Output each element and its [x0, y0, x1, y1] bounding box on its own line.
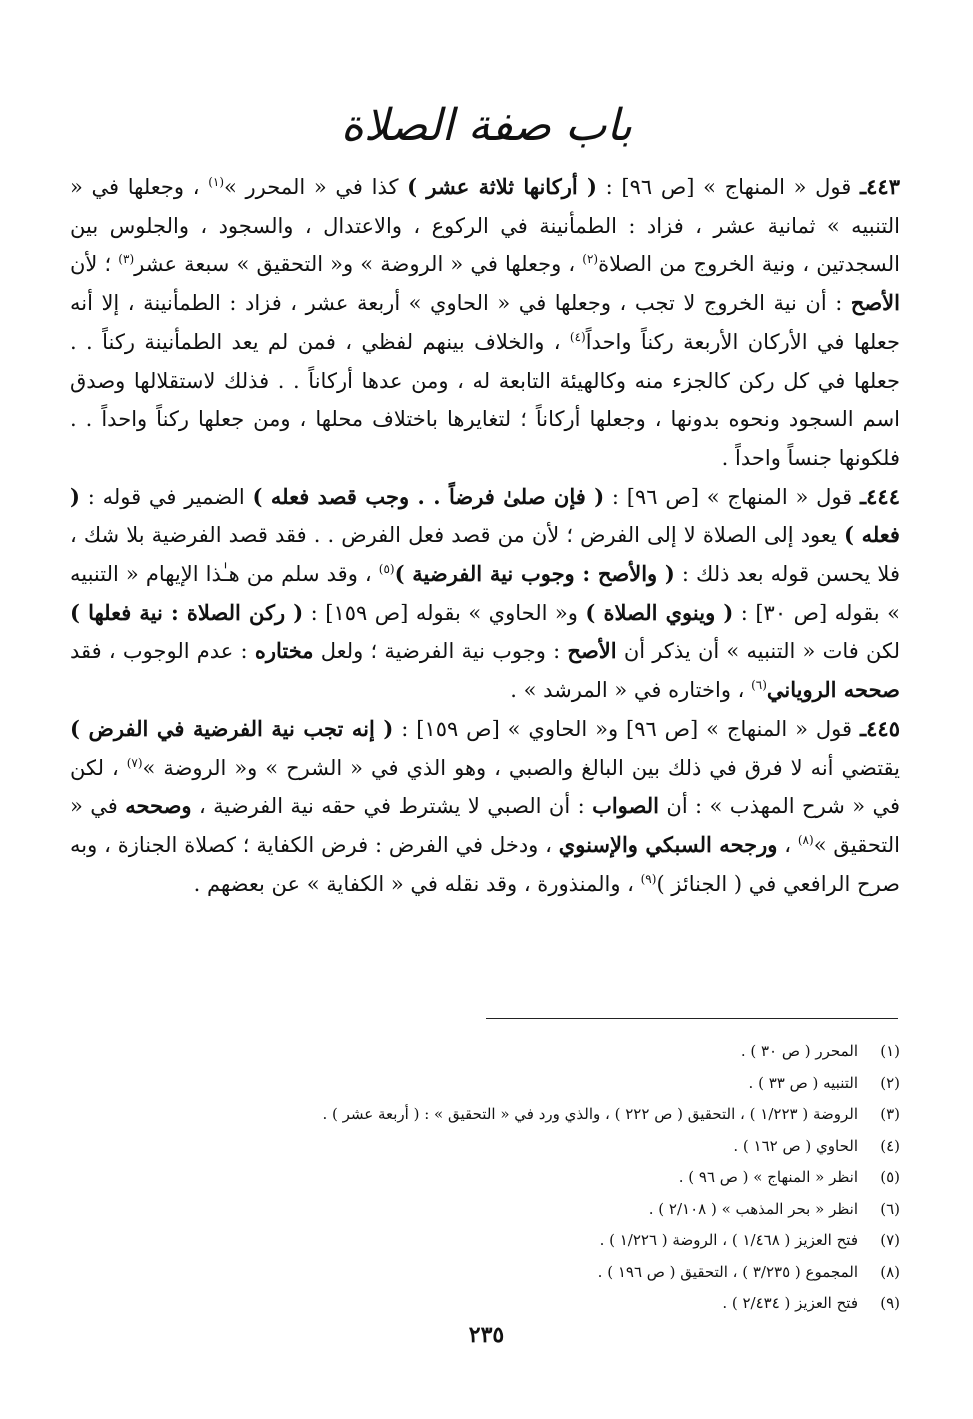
footnote-text: المحرر ( ص ٣٠ ) .: [740, 1042, 858, 1060]
quoted-bold-text: صححه الروياني: [766, 677, 900, 703]
text-run: لكن فات « التنبيه » أن يذكر أن: [616, 639, 901, 664]
footnote-item: [120, 1099, 900, 1131]
footnote-ref: (٤): [569, 329, 586, 344]
footnote-ref: (١): [208, 175, 225, 189]
quoted-bold-text: ورجحه السبكي والإسنوي: [558, 831, 778, 857]
footnote-ref: (٨): [797, 832, 814, 847]
text-run: قول « المنهاج » [ص ٩٦] :: [604, 484, 860, 509]
footnotes-list: [120, 1036, 900, 1320]
issue-number: ٤٤٥ـ: [859, 715, 900, 741]
quoted-bold-text: وصححه: [125, 793, 192, 819]
footnote-item: [120, 1194, 900, 1226]
footnote-ref: (٥): [378, 562, 395, 577]
text-run: قول « المنهاج » [ص ٩٦] :: [596, 175, 860, 199]
footnote-text: فتح العزيز ( ٢/٤٣٤ ) .: [722, 1294, 858, 1312]
quoted-bold-text: مختاره: [254, 638, 314, 664]
page-number: ٢٣٥: [468, 1322, 505, 1348]
footnote-number: (٢): [880, 1073, 900, 1092]
quoted-bold-text: ( والأصح : وجوب نية الفرضية ): [394, 561, 675, 587]
footnote-ref: (٦): [751, 678, 767, 693]
quoted-bold-text: الصواب: [592, 793, 659, 819]
text-run: : أن الصبي لا يشترط في حقه نية الفرضية ،: [191, 794, 593, 819]
footnote-item: [120, 1131, 900, 1163]
footnote-text: فتح العزيز ( ١/٤٦٨ ) ، الروضة ( ١/٢٢٦ ) .: [599, 1231, 858, 1249]
issue-number: ٤٤٣ـ: [860, 174, 900, 199]
footnote-item: [120, 1257, 900, 1289]
text-run: ، والخلاف بينهم لفظي ، فمن لم يعد الطمأنينة ركناً . . جعلها في كل ركن كالجزء منه وكالهيئة التابعة له ، ومن عدها أركاناً . . فذلك لاستقلالها وصدق اسم السجود ونحوه بدونها ، وجعلها أركاناً ؛ لتغايرها باختلاف محلها ، ومن جعلها ركناً واحداً . . فلكونها جنساً واحداً .: [70, 329, 900, 470]
footnote-number: (٥): [880, 1168, 900, 1186]
text-run: و« الحاوي » بقوله [ص ١٥٩] :: [303, 600, 586, 625]
text-run: ، وجعلها في « التنبيه » ثمانية عشر ، فزاد : الطمأنينة في الركوع ، والاعتدال ، والسجود ، والجلوس بين السجدتين ، ونية الخروج من الصلاة: [70, 175, 901, 277]
footnote-text: الحاوي ( ص ١٦٢ ) .: [733, 1136, 858, 1155]
text-run: يقتضي أنه لا فرق في ذلك بين البالغ والصبي ، وهو الذي في « الشرح » و« الروضة »: [142, 755, 900, 780]
text-run: ،: [777, 832, 798, 857]
text-run: ، واختاره في « المرشد » .: [510, 678, 752, 703]
text-run: ، ودخل في الفرض : فرض الكفاية ؛ كصلاة الجنازة ، وبه صرح الرافعي في ( الجنائز ): [70, 832, 900, 896]
text-run: ؛ لأن: [70, 252, 119, 277]
text-run: : أن نية الخروج لا تجب ، وجعلها في « الحاوي » أربعة عشر ، فزاد : الطمأنينة ، إلا أنه جعلها في الأركان الأربعة ركناً واحداً: [70, 291, 900, 354]
footnote-ref: (٢): [582, 252, 599, 267]
footnote-text: انظر « بحر المذهب » ( ٢/١٠٨ ) .: [648, 1199, 858, 1218]
footnote-number: (٩): [880, 1294, 900, 1312]
footnote-number: (٤): [880, 1136, 900, 1155]
quoted-bold-text: ( فإن صلىٰ فرضاً . . وجب قصد فعله ): [252, 483, 605, 509]
main-text: [70, 168, 900, 903]
quoted-bold-text: ( ركن الصلاة : نية فعلها ): [70, 599, 304, 625]
text-run: في « التحقيق »: [70, 794, 900, 857]
text-run: قول « المنهاج » [ص ٩٦] و« الحاوي » [ص ١٥٩] :: [393, 716, 860, 741]
footnote-text: التنبيه ( ص ٣٣ ) .: [748, 1073, 858, 1092]
footnote-divider: [486, 1018, 898, 1019]
footnote-item: [120, 1225, 900, 1257]
text-run: يعود إلى الصلاة لا إلى الفرض ؛ لأن من قصد فعل الفرض . . فقد قصد الفرضية بلا شك ، فلا يحسن قوله بعد ذلك :: [70, 523, 900, 587]
footnote-number: (٧): [880, 1231, 900, 1249]
footnote-text: انظر « المنهاج » ( ص ٩٦ ) .: [678, 1168, 858, 1186]
quoted-bold-text: الأصح: [567, 638, 617, 664]
quoted-bold-text: ( إنه تجب نية الفرضية في الفرض ): [70, 715, 394, 741]
quoted-bold-text: ( فعله ): [70, 483, 900, 548]
text-run: ، وجعلها في « الروضة » و« التحقيق » سبعة عشر: [134, 252, 583, 277]
text-run: : وجوب نية الفرضية ؛ ولعل: [313, 639, 568, 664]
footnote-item: [120, 1162, 900, 1194]
footnote-text: المجموع ( ٣/٢٣٥ ) ، التحقيق ( ص ١٩٦ ) .: [597, 1262, 858, 1281]
text-run: : عدم الوجوب ، فقد: [70, 639, 255, 664]
footnote-text: الروضة ( ١/٢٢٣ ) ، التحقيق ( ص ٢٢٢ ) ، والذي ورد في « التحقيق » : ( أربعة عشر ) .: [322, 1105, 858, 1123]
footnote-ref: (٧): [126, 755, 143, 770]
footnote-item: [120, 1288, 900, 1320]
chapter-title: باب صفة الصلاة: [340, 100, 633, 151]
footnote-number: (١): [880, 1042, 900, 1060]
footnote-item: [120, 1068, 900, 1100]
text-run: الضمير في قوله :: [79, 484, 253, 509]
paragraph-445: [70, 710, 900, 904]
footnote-number: (٨): [880, 1262, 900, 1281]
paragraph-444: [70, 478, 900, 710]
quoted-bold-text: ( أركانها ثلاثة عشر ): [407, 174, 597, 199]
footnote-ref: (٩): [640, 871, 657, 886]
footnote-ref: (٣): [118, 252, 135, 267]
quoted-bold-text: ( وينوي الصلاة ): [585, 599, 734, 625]
paragraph-443: [70, 168, 900, 478]
quoted-bold-text: الأصح: [850, 290, 900, 316]
footnote-item: [120, 1036, 900, 1068]
footnote-number: (٦): [880, 1199, 900, 1218]
text-run: كذا في « المحرر »: [224, 175, 408, 199]
text-run: ، وقد سلم من هـٰذا الإيهام « التنبيه » بقوله [ص ٣٠] :: [70, 562, 901, 625]
text-run: ، والمنذورة ، وقد نقله في « الكفاية » عن بعضهم .: [193, 871, 641, 896]
text-run: ، لكن في « شرح المهذب » : أن: [70, 755, 901, 819]
issue-number: ٤٤٤ـ: [860, 483, 900, 509]
footnote-number: (٣): [880, 1105, 900, 1123]
